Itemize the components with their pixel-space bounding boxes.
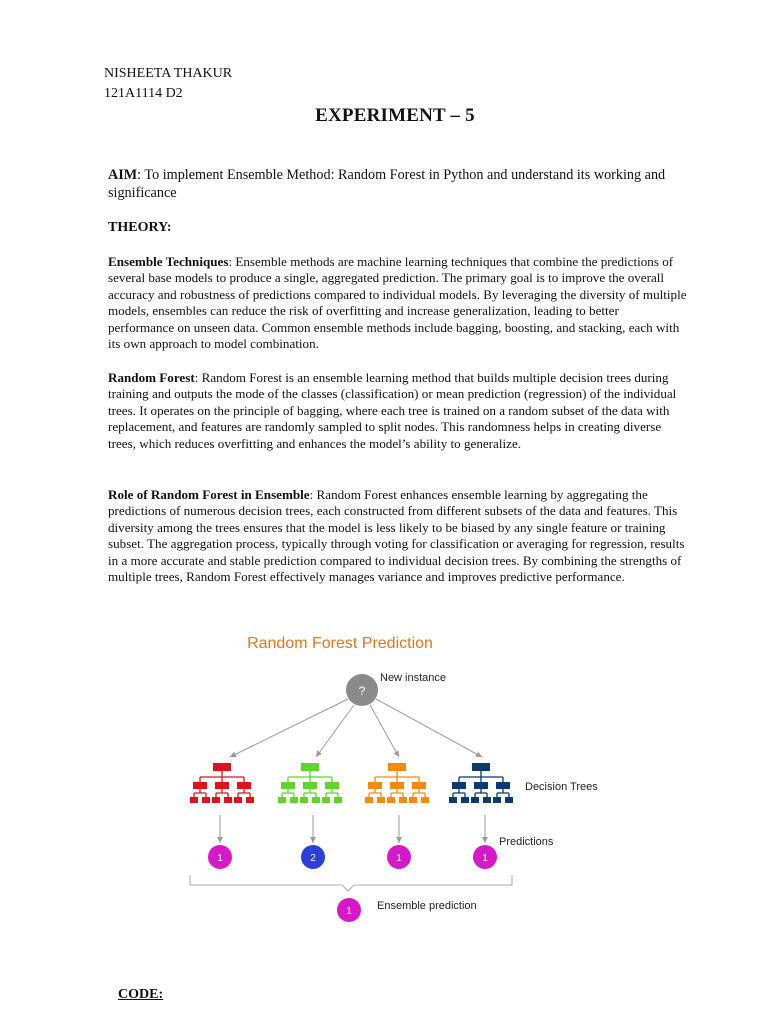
author-name: NISHEETA THAKUR — [104, 66, 233, 81]
ensemble-prediction-value: 1 — [346, 906, 352, 917]
random-forest-diagram — [170, 625, 630, 925]
section-text: : Ensemble methods are machine learning techniques that combine the predictions of several base models to produce a single, aggregated prediction. The primary goal is to improve the overall accuracy and robustness of predictions compared to individual models. By leveraging the diversity of multiple models, ensembles can reduce the risk of overfitting and increase generalization, leading to better performance on unseen data. Common ensemble methods include bagging, boosting, and stacking, each with its own approach to model combination. — [108, 254, 687, 352]
root-arrow-4 — [376, 699, 482, 757]
ensemble-techniques-paragraph — [108, 254, 688, 353]
aim-label: AIM — [108, 167, 138, 183]
decision-tree-3 — [365, 763, 429, 803]
root-arrow-3 — [370, 705, 399, 757]
decision-tree-1 — [190, 763, 254, 803]
prediction-value-1: 1 — [217, 853, 223, 864]
decision-trees-label: Decision Trees — [525, 781, 598, 793]
section-term: Random Forest — [108, 370, 195, 385]
predictions-label: Predictions — [499, 836, 554, 848]
diagram-title: Random Forest Prediction — [247, 635, 433, 652]
role-paragraph — [108, 487, 688, 586]
root-arrow-1 — [230, 699, 348, 757]
root-arrow-2 — [316, 705, 354, 757]
new-instance-label: New instance — [380, 672, 447, 684]
section-text: : Random Forest enhances ensemble learning by aggregating the predictions of numerous decision trees, each constructed from different subsets of the data and features. This diversity among the trees ensures that the model is less likely to be biased by any single feature or training subset. The aggregation process, typically through voting for classification or averaging for regression, results in a more accurate and stable prediction compared to individual decision trees. By combining the strengths of multiple trees, Random Forest effectively manages variance and improves predictive performance. — [108, 487, 685, 585]
section-term: Ensemble Techniques — [108, 254, 229, 269]
prediction-value-2: 2 — [310, 853, 316, 864]
decision-tree-4 — [449, 763, 513, 803]
student-id: 121A1114 D2 — [104, 86, 183, 101]
page-title: EXPERIMENT – 5 — [315, 105, 475, 126]
code-heading: CODE: — [118, 987, 164, 1002]
ensemble-prediction-label: Ensemble prediction — [377, 900, 477, 912]
root-question-mark: ? — [358, 684, 366, 698]
prediction-value-3: 1 — [396, 853, 402, 864]
section-term: Role of Random Forest in Ensemble — [108, 487, 310, 502]
aim-text: : To implement Ensemble Method: Random Forest in Python and understand its working and significance — [108, 167, 666, 201]
section-text: : Random Forest is an ensemble learning method that builds multiple decision trees during training and outputs the mode of the classes (classification) or mean prediction (regression) of the individual trees. It operates on the principle of bagging, where each tree is trained on a random subset of the data with replacement, and features are randomly sampled to split nodes. This randomness helps in creating diverse trees, which reduces overfitting and enhances the model’s ability to generalize. — [108, 370, 677, 451]
prediction-value-4: 1 — [482, 853, 488, 864]
theory-heading: THEORY: — [108, 220, 172, 235]
aim-paragraph — [108, 166, 688, 202]
decision-tree-2 — [278, 763, 342, 803]
random-forest-paragraph — [108, 370, 688, 452]
ensemble-bracket — [190, 875, 512, 891]
